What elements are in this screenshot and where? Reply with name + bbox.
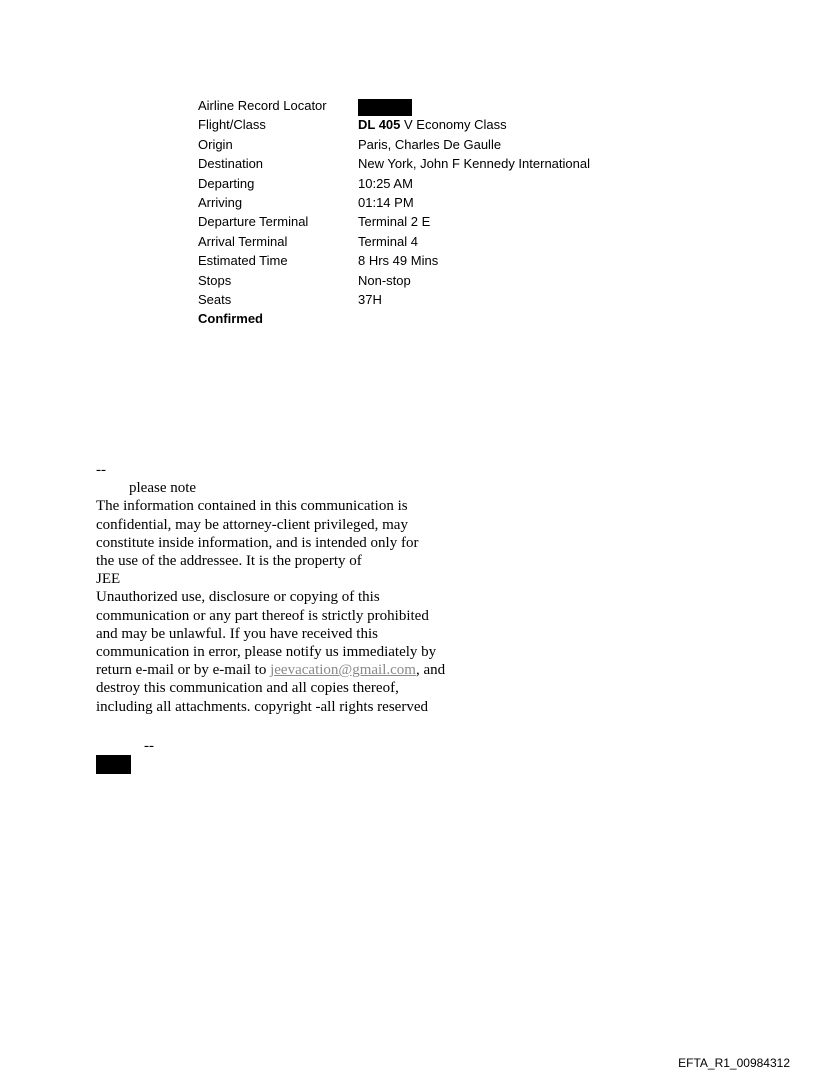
departure-terminal-value: Terminal 2 E — [358, 214, 431, 230]
origin-value: Paris, Charles De Gaulle — [358, 136, 502, 152]
disclaimer-line: The information contained in this communication is — [96, 498, 408, 515]
email-line-prefix: return e-mail or by e-mail to — [96, 662, 271, 679]
disclaimer-line: Unauthorized use, disclosure or copying of this — [96, 589, 380, 606]
confidentiality-disclaimer — [96, 461, 445, 716]
destination-value: New York, John F Kennedy International — [358, 156, 590, 172]
disclaimer-line: including all attachments. copyright -all rights reserved — [96, 698, 428, 715]
estimated-time-value: 8 Hrs 49 Mins — [358, 253, 439, 269]
disclaimer-heading: please note — [129, 480, 197, 497]
signature-redaction — [96, 755, 131, 774]
flight-class-label: Flight/Class — [198, 117, 266, 133]
record-locator-value — [358, 96, 412, 116]
flight-number: DL 405 — [358, 117, 401, 133]
departing-value: 10:25 AM — [358, 175, 413, 191]
document-id: EFTA_R1_00984312 — [678, 1056, 790, 1070]
disclaimer-line: communication in error, please notify us immediately by — [96, 644, 437, 661]
disclaimer-line: constitute inside information, and is intended only for — [96, 534, 419, 551]
disclaimer-line: and may be unlawful. If you have received this — [96, 625, 378, 642]
arriving-value: 01:14 PM — [358, 194, 414, 210]
departing-label: Departing — [198, 175, 255, 191]
disclaimer-line: the use of the addressee. It is the property of — [96, 553, 362, 570]
email-line-suffix: , and — [415, 662, 446, 679]
disclaimer-separator: -- — [96, 462, 106, 478]
departure-terminal-label: Departure Terminal — [198, 214, 309, 230]
signature-separator: -- — [144, 738, 154, 754]
stops-label: Stops — [198, 272, 232, 288]
destination-label: Destination — [198, 156, 264, 172]
record-locator-redaction — [358, 99, 412, 116]
booking-status: Confirmed — [198, 311, 263, 327]
disclaimer-line: destroy this communication and all copies thereof, — [96, 680, 399, 697]
disclaimer-line: JEE — [96, 571, 121, 588]
disclaimer-line: confidential, may be attorney-client privileged, may — [96, 516, 408, 533]
flight-class-text: V Economy Class — [400, 117, 507, 133]
seats-label: Seats — [198, 291, 232, 307]
stops-value: Non-stop — [358, 272, 411, 288]
disclaimer-line: communication or any part thereof is strictly prohibited — [96, 607, 429, 624]
disclaimer-email-line — [96, 661, 445, 679]
origin-label: Origin — [198, 136, 233, 152]
seats-value: 37H — [358, 291, 382, 307]
record-locator-label: Airline Record Locator — [198, 98, 327, 113]
arrival-terminal-label: Arrival Terminal — [198, 233, 288, 249]
arrival-terminal-value: Terminal 4 — [358, 233, 418, 249]
arriving-label: Arriving — [198, 194, 243, 210]
email-link[interactable]: jeevacation@gmail.com — [270, 662, 416, 679]
flight-class-value — [358, 115, 507, 134]
estimated-time-label: Estimated Time — [198, 253, 288, 269]
